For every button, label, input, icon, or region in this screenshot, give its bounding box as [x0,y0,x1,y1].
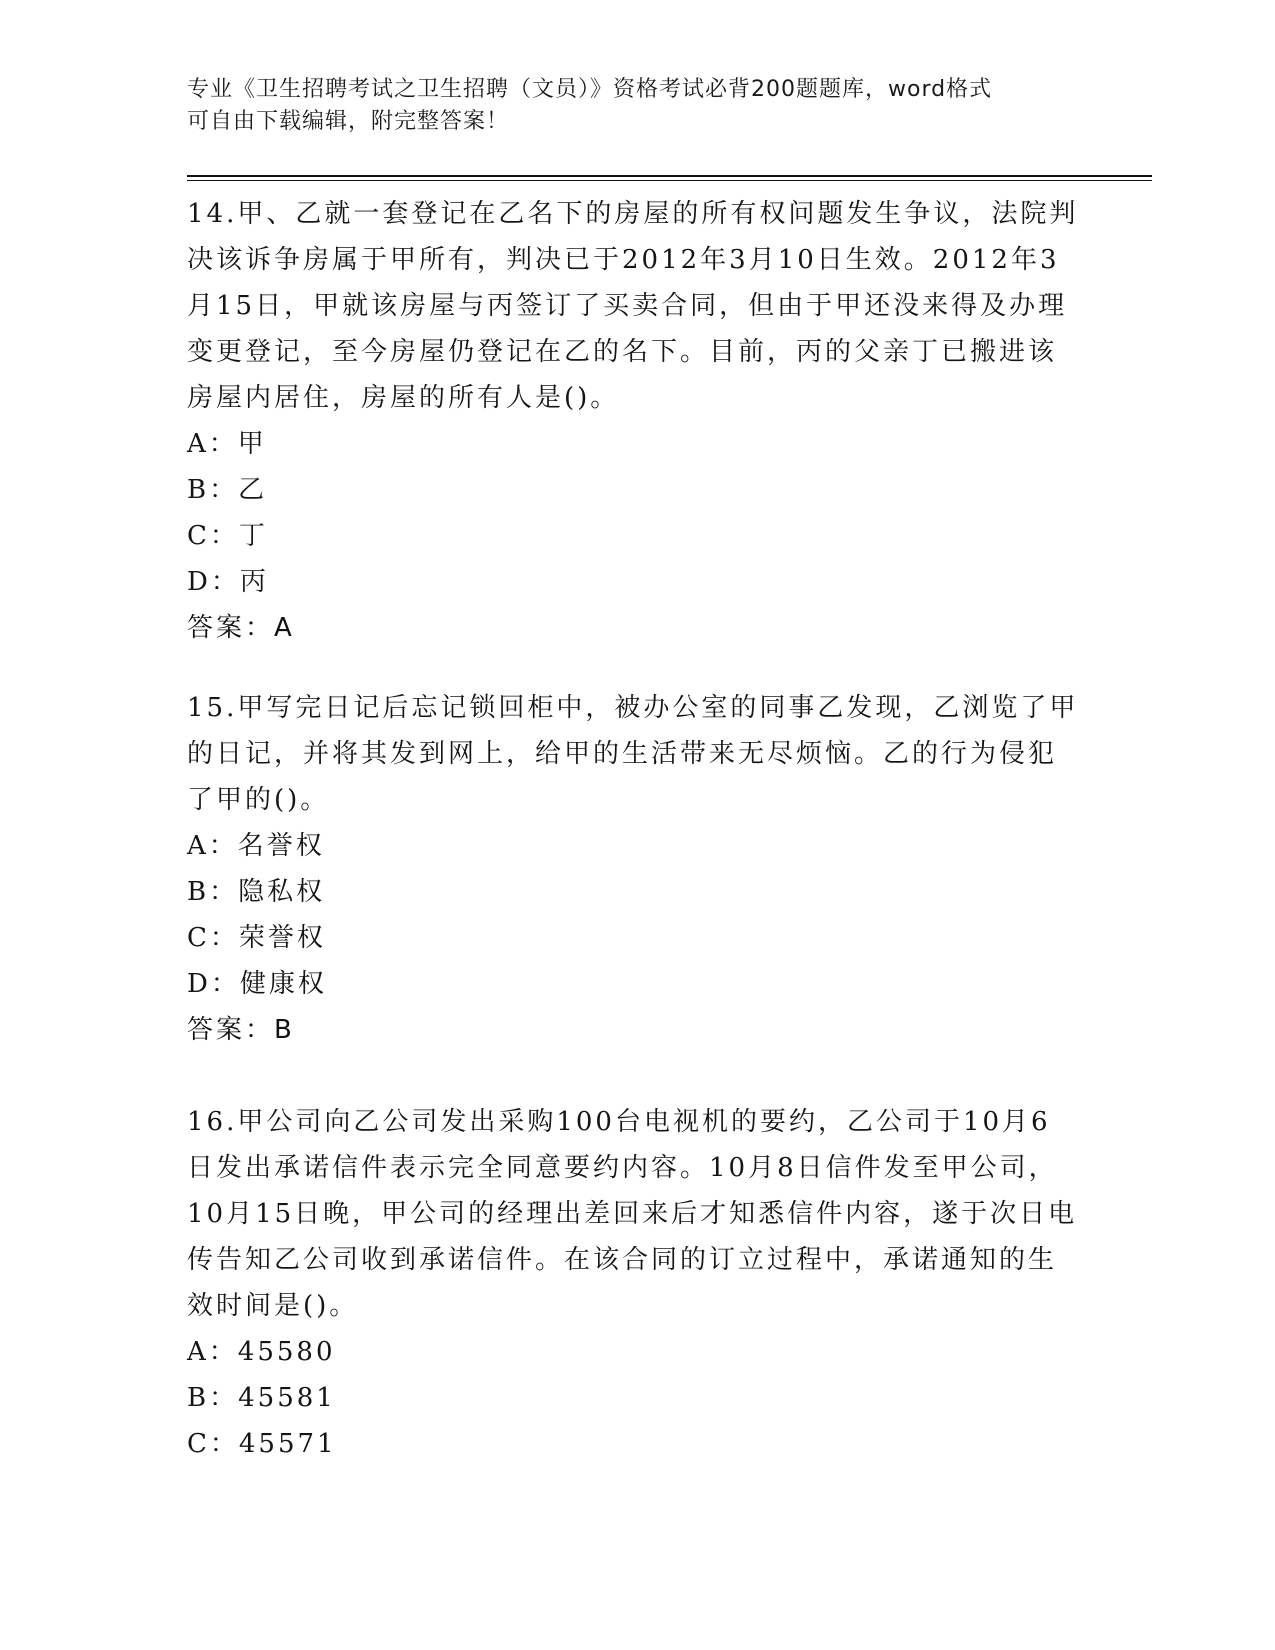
document-header [187,74,1067,138]
question-text-line: 变更登记，至今房屋仍登记在乙的名下。目前，丙的父亲丁已搬进该 [187,337,1058,367]
question-text-line: 日发出承诺信件表示完全同意要约内容。10月8日信件发至甲公司， [187,1153,1058,1183]
question-text-line: 月15日，甲就该房屋与丙签订了买卖合同，但由于甲还没来得及办理 [187,291,1068,321]
option-c: C：荣誉权 [187,923,326,953]
header-divider [187,175,1152,177]
question-text-line: 的日记，并将其发到网上，给甲的生活带来无尽烦恼。乙的行为侵犯 [187,739,1058,769]
header-divider-thin [187,180,1152,181]
answer-line: 答案：B [187,1015,295,1045]
question-text-line: 房屋内居住，房屋的所有人是()。 [187,383,620,413]
question-text-line: 15.甲写完日记后忘记锁回柜中，被办公室的同事乙发现，乙浏览了甲 [187,693,1079,723]
option-b: B：45581 [187,1383,336,1413]
option-b: B：乙 [187,475,268,505]
option-d: D：丙 [187,567,269,597]
header-line: 专业《卫生招聘考试之卫生招聘（文员）》资格考试必背200题题库，word格式 [187,77,993,102]
question-15 [187,685,1079,1053]
question-text-line: 效时间是()。 [187,1291,359,1321]
question-16 [187,1099,1078,1467]
answer-line: 答案：A [187,613,295,643]
question-text-line: 决该诉争房属于甲所有，判决已于2012年3月10日生效。2012年3 [187,245,1060,275]
question-text-line: 传告知乙公司收到承诺信件。在该合同的订立过程中，承诺通知的生 [187,1245,1058,1275]
question-14 [187,191,1079,651]
option-a: A：名誉权 [187,831,325,861]
question-text-line: 14.甲、乙就一套登记在乙名下的房屋的所有权问题发生争议，法院判 [187,199,1079,229]
option-b: B：隐私权 [187,877,326,907]
question-text-line: 10月15日晚，甲公司的经理出差回来后才知悉信件内容，遂于次日电 [187,1199,1078,1229]
question-text-line: 了甲的()。 [187,785,330,815]
option-a: A：甲 [187,429,267,459]
option-d: D：健康权 [187,969,327,999]
question-text-line: 16.甲公司向乙公司发出采购100台电视机的要约，乙公司于10月6 [187,1107,1051,1137]
option-c: C：45571 [187,1429,337,1459]
header-line: 可自由下载编辑，附完整答案！ [187,109,510,134]
option-a: A：45580 [187,1337,336,1367]
option-c: C：丁 [187,521,268,551]
